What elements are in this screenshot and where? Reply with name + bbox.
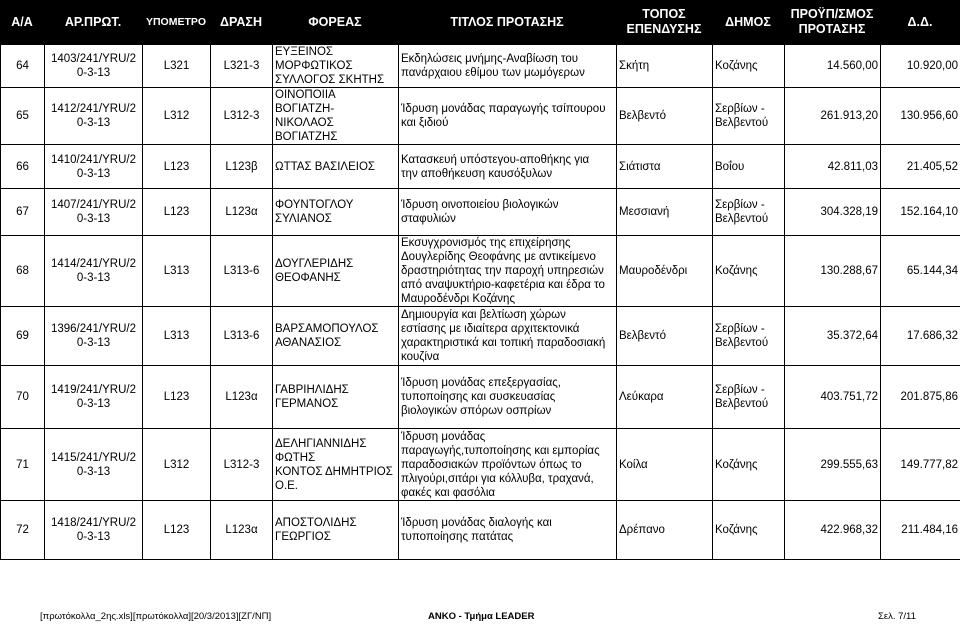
table-row bbox=[1, 88, 960, 145]
row-topos: Μαυροδένδρι bbox=[617, 236, 713, 307]
row-public-expense: 211.484,16 bbox=[881, 501, 960, 560]
row-ypometro: L321 bbox=[143, 45, 211, 88]
row-protocol-number: 1412/241/YRU/2 0-3-13 bbox=[45, 88, 143, 145]
row-ypometro: L123 bbox=[143, 366, 211, 429]
row-topos: Σιάτιστα bbox=[617, 145, 713, 189]
header-drasi: ΔΡΑΣΗ bbox=[220, 14, 262, 29]
row-drasi: L312-3 bbox=[211, 88, 273, 145]
row-budget: 403.751,72 bbox=[785, 366, 881, 429]
row-number: 72 bbox=[1, 501, 45, 560]
row-protocol-number: 1407/241/YRU/2 0-3-13 bbox=[45, 189, 143, 236]
row-topos: Λεύκαρα bbox=[617, 366, 713, 429]
row-title: Ίδρυση μονάδας διαλογής και τυποποίησης πατάτας bbox=[399, 501, 617, 560]
row-public-expense: 65.144,34 bbox=[881, 236, 960, 307]
row-budget: 299.555,63 bbox=[785, 429, 881, 501]
row-dimos: Κοζάνης bbox=[713, 429, 785, 501]
row-ypometro: L312 bbox=[143, 88, 211, 145]
table-row bbox=[1, 236, 960, 307]
row-number: 69 bbox=[1, 307, 45, 366]
row-protocol-number: 1396/241/YRU/2 0-3-13 bbox=[45, 307, 143, 366]
row-dimos: Βοΐου bbox=[713, 145, 785, 189]
row-foreas: ΒΑΡΣΑΜΟΠΟΥΛΟΣ ΑΘΑΝΑΣΙΟΣ bbox=[273, 307, 399, 366]
row-title: Ίδρυση μονάδας επεξεργασίας, τυποποίησης και συσκευασίας βιολογικών σπόρων οσπρίων bbox=[399, 366, 617, 429]
row-dimos: Κοζάνης bbox=[713, 236, 785, 307]
row-title: Δημιουργία και βελτίωση χώρων εστίασης με ιδιαίτερα αρχιτεκτονικά χαρακτηριστικά και τοπική παραδοσιακή κουζίνα bbox=[399, 307, 617, 366]
row-number: 65 bbox=[1, 88, 45, 145]
row-foreas: ΕΥΞΕΙΝΟΣ ΜΟΡΦΩΤΙΚΟΣ ΣΥΛΛΟΓΟΣ ΣΚΗΤΗΣ bbox=[273, 45, 399, 88]
row-drasi: L123α bbox=[211, 501, 273, 560]
row-budget: 42.811,03 bbox=[785, 145, 881, 189]
row-drasi: L321-3 bbox=[211, 45, 273, 88]
row-foreas: ΦΟΥΝΤΟΓΛΟΥ ΣΥΛΙΑΝΟΣ bbox=[273, 189, 399, 236]
row-protocol-number: 1410/241/YRU/2 0-3-13 bbox=[45, 145, 143, 189]
row-budget: 130.288,67 bbox=[785, 236, 881, 307]
row-dimos: Σερβίων - Βελβεντού bbox=[713, 366, 785, 429]
row-protocol-number: 1419/241/YRU/2 0-3-13 bbox=[45, 366, 143, 429]
row-public-expense: 201.875,86 bbox=[881, 366, 960, 429]
row-public-expense: 152.164,10 bbox=[881, 189, 960, 236]
proposals-table bbox=[0, 44, 960, 560]
row-drasi: L123β bbox=[211, 145, 273, 189]
row-topos: Δρέπανο bbox=[617, 501, 713, 560]
row-dimos: Σερβίων - Βελβεντού bbox=[713, 307, 785, 366]
row-dimos: Κοζάνης bbox=[713, 45, 785, 88]
header-dimos: ΔΗΜΟΣ bbox=[725, 14, 771, 29]
row-foreas: ΔΕΛΗΓΙΑΝΝΙΔΗΣ ΦΩΤΗΣ ΚΟΝΤΟΣ ΔΗΜΗΤΡΙΟΣ Ο.Ε. bbox=[273, 429, 399, 501]
row-foreas: ΑΠΟΣΤΟΛΙΔΗΣ ΓΕΩΡΓΙΟΣ bbox=[273, 501, 399, 560]
row-title: Ίδρυση οινοποιείου βιολογικών σταφυλιών bbox=[399, 189, 617, 236]
table-row bbox=[1, 189, 960, 236]
row-title: Ίδρυση μονάδας παραγωγής τσίπουρου και ξιδιού bbox=[399, 88, 617, 145]
row-topos: Μεσσιανή bbox=[617, 189, 713, 236]
row-public-expense: 10.920,00 bbox=[881, 45, 960, 88]
table-row bbox=[1, 145, 960, 189]
row-public-expense: 130.956,60 bbox=[881, 88, 960, 145]
row-dimos: Σερβίων - Βελβεντού bbox=[713, 88, 785, 145]
row-budget: 261.913,20 bbox=[785, 88, 881, 145]
row-drasi: L123α bbox=[211, 366, 273, 429]
row-drasi: L312-3 bbox=[211, 429, 273, 501]
row-public-expense: 17.686,32 bbox=[881, 307, 960, 366]
row-public-expense: 149.777,82 bbox=[881, 429, 960, 501]
header-ar-prot: ΑΡ.ΠΡΩΤ. bbox=[64, 14, 122, 29]
page-footer bbox=[0, 608, 960, 624]
table-row bbox=[1, 366, 960, 429]
row-title: Κατασκευή υπόστεγου-αποθήκης για την αποθήκευση καυσόξυλων bbox=[399, 145, 617, 189]
row-title: Ίδρυση μονάδας παραγωγής,τυποποίησης και εμπορίας παραδοσιακών προϊόντων όπως το πλιγούρι,σιτάρι για κόλλυβα, τραχανά, φακές και φασόλια bbox=[399, 429, 617, 501]
row-drasi: L123α bbox=[211, 189, 273, 236]
header-proypologismos: ΠΡΟΫΠ/ΣΜΟΣ ΠΡΟΤΑΣΗΣ bbox=[790, 7, 874, 36]
header-ypometro: ΥΠΟΜΕΤΡΟ bbox=[145, 15, 207, 28]
row-dimos: Σερβίων - Βελβεντού bbox=[713, 189, 785, 236]
row-protocol-number: 1414/241/YRU/2 0-3-13 bbox=[45, 236, 143, 307]
row-drasi: L313-6 bbox=[211, 236, 273, 307]
row-foreas: ΩΤΤΑΣ ΒΑΣΙΛΕΙΟΣ bbox=[273, 145, 399, 189]
row-dimos: Κοζάνης bbox=[713, 501, 785, 560]
row-budget: 35.372,64 bbox=[785, 307, 881, 366]
row-ypometro: L313 bbox=[143, 307, 211, 366]
table-row bbox=[1, 45, 960, 88]
row-ypometro: L123 bbox=[143, 501, 211, 560]
row-title: Εκσυγχρονισμός της επιχείρησης Δουγλερίδης Θεοφάνης με αντικείμενο δραστηριότητας την παροχή υπηρεσιών από αναψυκτήριο-καφετέρια και έδρα το Μαυροδένδρι Κοζάνης bbox=[399, 236, 617, 307]
row-number: 67 bbox=[1, 189, 45, 236]
row-topos: Βελβεντό bbox=[617, 88, 713, 145]
row-drasi: L313-6 bbox=[211, 307, 273, 366]
header-titlos: ΤΙΤΛΟΣ ΠΡΟΤΑΣΗΣ bbox=[450, 14, 564, 29]
row-title: Εκδηλώσεις μνήμης-Αναβίωση του πανάρχαιου εθίμου των μωμόγερων bbox=[399, 45, 617, 88]
table-row bbox=[1, 501, 960, 560]
row-budget: 304.328,19 bbox=[785, 189, 881, 236]
row-protocol-number: 1403/241/YRU/2 0-3-13 bbox=[45, 45, 143, 88]
row-foreas: ΟΙΝΟΠΟΙΙΑ ΒΟΓΙΑΤΖΗ- ΝΙΚΟΛΑΟΣ ΒΟΓΙΑΤΖΗΣ bbox=[273, 88, 399, 145]
footer-file-path: [πρωτόκολλα_2ης.xls][πρωτόκολλα][20/3/2013][ΖΓ/ΝΠ] bbox=[40, 611, 272, 622]
row-protocol-number: 1415/241/YRU/2 0-3-13 bbox=[45, 429, 143, 501]
row-number: 71 bbox=[1, 429, 45, 501]
row-budget: 422.968,32 bbox=[785, 501, 881, 560]
header-dd: Δ.Δ. bbox=[907, 14, 933, 29]
table-header bbox=[0, 0, 960, 44]
row-topos: Κοίλα bbox=[617, 429, 713, 501]
row-number: 64 bbox=[1, 45, 45, 88]
row-ypometro: L123 bbox=[143, 189, 211, 236]
row-topos: Βελβεντό bbox=[617, 307, 713, 366]
table-row bbox=[1, 307, 960, 366]
row-ypometro: L312 bbox=[143, 429, 211, 501]
row-budget: 14.560,00 bbox=[785, 45, 881, 88]
table-row bbox=[1, 429, 960, 501]
row-foreas: ΓΑΒΡΙΗΛΙΔΗΣ ΓΕΡΜΑΝΟΣ bbox=[273, 366, 399, 429]
row-ypometro: L123 bbox=[143, 145, 211, 189]
row-topos: Σκήτη bbox=[617, 45, 713, 88]
header-foreas: ΦΟΡΕΑΣ bbox=[308, 14, 362, 29]
row-protocol-number: 1418/241/YRU/2 0-3-13 bbox=[45, 501, 143, 560]
row-number: 70 bbox=[1, 366, 45, 429]
footer-page-number: Σελ. 7/11 bbox=[878, 611, 916, 622]
row-public-expense: 21.405,52 bbox=[881, 145, 960, 189]
header-aa: Α/Α bbox=[11, 14, 33, 29]
row-foreas: ΔΟΥΓΛΕΡΙΔΗΣ ΘΕΟΦΑΝΗΣ bbox=[273, 236, 399, 307]
footer-center: ANKO - Τμήμα LEADER bbox=[428, 611, 535, 622]
row-ypometro: L313 bbox=[143, 236, 211, 307]
row-number: 66 bbox=[1, 145, 45, 189]
row-number: 68 bbox=[1, 236, 45, 307]
header-topos: ΤΟΠΟΣ ΕΠΕΝΔΥΣΗΣ bbox=[626, 7, 702, 36]
